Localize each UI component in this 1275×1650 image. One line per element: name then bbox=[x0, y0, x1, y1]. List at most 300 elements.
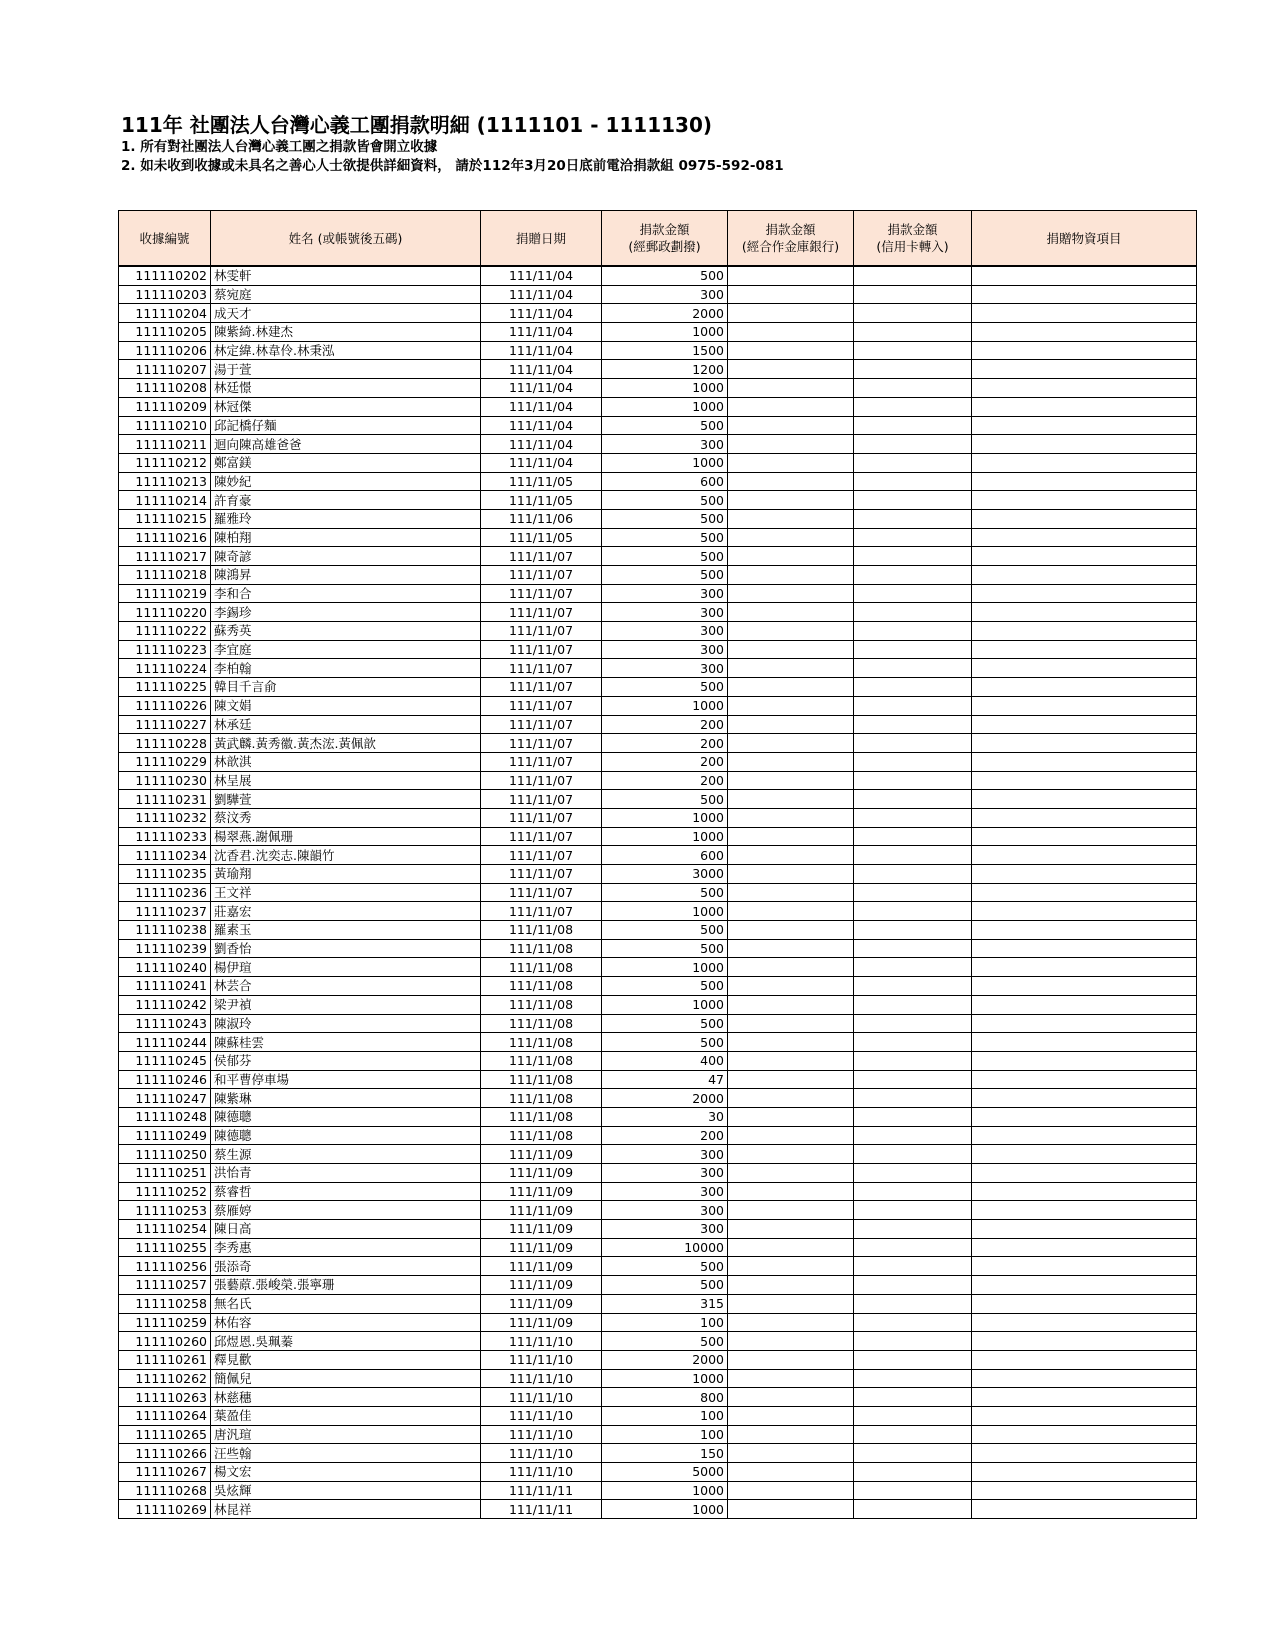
postal-amount-cell: 300 bbox=[602, 285, 728, 304]
card-amount-cell bbox=[854, 341, 972, 360]
bank-amount-cell bbox=[728, 435, 854, 454]
receipt-number-cell: 111110261 bbox=[119, 1350, 211, 1369]
receipt-number-cell: 111110209 bbox=[119, 397, 211, 416]
table-row bbox=[119, 435, 1197, 454]
donor-name-cell: 陳妙紀 bbox=[211, 472, 481, 491]
donated-goods-cell bbox=[972, 902, 1197, 921]
donated-goods-cell bbox=[972, 958, 1197, 977]
table-row bbox=[119, 734, 1197, 753]
bank-amount-cell bbox=[728, 266, 854, 285]
table-row bbox=[119, 1294, 1197, 1313]
card-amount-cell bbox=[854, 323, 972, 342]
receipt-number-cell: 111110238 bbox=[119, 921, 211, 940]
col-donated-goods: 捐贈物資項目 bbox=[972, 211, 1197, 267]
donation-date-cell: 111/11/07 bbox=[481, 696, 602, 715]
donated-goods-cell bbox=[972, 528, 1197, 547]
donated-goods-cell bbox=[972, 491, 1197, 510]
card-amount-cell bbox=[854, 1294, 972, 1313]
table-row bbox=[119, 1238, 1197, 1257]
donor-name-cell: 簡佩兒 bbox=[211, 1369, 481, 1388]
postal-amount-cell: 300 bbox=[602, 584, 728, 603]
card-amount-cell bbox=[854, 1145, 972, 1164]
bank-amount-cell bbox=[728, 939, 854, 958]
donor-name-cell: 林廷憬 bbox=[211, 379, 481, 398]
receipt-number-cell: 111110220 bbox=[119, 603, 211, 622]
postal-amount-cell: 500 bbox=[602, 939, 728, 958]
donor-name-cell: 楊伊瑄 bbox=[211, 958, 481, 977]
bank-amount-cell bbox=[728, 977, 854, 996]
card-amount-cell bbox=[854, 566, 972, 585]
donated-goods-cell bbox=[972, 1350, 1197, 1369]
receipt-number-cell: 111110244 bbox=[119, 1033, 211, 1052]
postal-amount-cell: 500 bbox=[602, 883, 728, 902]
postal-amount-cell: 1000 bbox=[602, 696, 728, 715]
table-row bbox=[119, 1406, 1197, 1425]
donated-goods-cell bbox=[972, 304, 1197, 323]
donor-name-cell: 陳鴻昇 bbox=[211, 566, 481, 585]
donor-name-cell: 許育豪 bbox=[211, 491, 481, 510]
card-amount-cell bbox=[854, 416, 972, 435]
postal-amount-cell: 2000 bbox=[602, 304, 728, 323]
donated-goods-cell bbox=[972, 416, 1197, 435]
donor-name-cell: 黃瑜翔 bbox=[211, 865, 481, 884]
table-row bbox=[119, 1051, 1197, 1070]
donated-goods-cell bbox=[972, 1425, 1197, 1444]
receipt-number-cell: 111110214 bbox=[119, 491, 211, 510]
donated-goods-cell bbox=[972, 1481, 1197, 1500]
card-amount-cell bbox=[854, 1182, 972, 1201]
donation-date-cell: 111/11/04 bbox=[481, 379, 602, 398]
document-title: 111年 社團法人台灣心義工團捐款明細 (1111101 - 1111130) bbox=[121, 113, 713, 137]
bank-amount-cell bbox=[728, 902, 854, 921]
donated-goods-cell bbox=[972, 1145, 1197, 1164]
table-row bbox=[119, 659, 1197, 678]
postal-amount-cell: 300 bbox=[602, 622, 728, 641]
receipt-number-cell: 111110227 bbox=[119, 715, 211, 734]
receipt-number-cell: 111110243 bbox=[119, 1014, 211, 1033]
donation-date-cell: 111/11/04 bbox=[481, 323, 602, 342]
donor-name-cell: 陳柏翔 bbox=[211, 528, 481, 547]
card-amount-cell bbox=[854, 584, 972, 603]
receipt-number-cell: 111110246 bbox=[119, 1070, 211, 1089]
card-amount-cell bbox=[854, 509, 972, 528]
table-row bbox=[119, 1070, 1197, 1089]
table-row bbox=[119, 266, 1197, 285]
card-amount-cell bbox=[854, 1481, 972, 1500]
table-row bbox=[119, 509, 1197, 528]
donor-name-cell: 迴向陳高雄爸爸 bbox=[211, 435, 481, 454]
postal-amount-cell: 1000 bbox=[602, 902, 728, 921]
postal-amount-cell: 300 bbox=[602, 640, 728, 659]
receipt-number-cell: 111110233 bbox=[119, 827, 211, 846]
card-amount-cell bbox=[854, 379, 972, 398]
postal-amount-cell: 500 bbox=[602, 977, 728, 996]
donated-goods-cell bbox=[972, 1164, 1197, 1183]
col-amount-bank: 捐款金額 (經合作金庫銀行) bbox=[728, 211, 854, 267]
receipt-number-cell: 111110202 bbox=[119, 266, 211, 285]
donated-goods-cell bbox=[972, 1500, 1197, 1519]
postal-amount-cell: 200 bbox=[602, 715, 728, 734]
donation-date-cell: 111/11/08 bbox=[481, 1051, 602, 1070]
bank-amount-cell bbox=[728, 1014, 854, 1033]
donation-date-cell: 111/11/04 bbox=[481, 266, 602, 285]
donated-goods-cell bbox=[972, 659, 1197, 678]
postal-amount-cell: 47 bbox=[602, 1070, 728, 1089]
donation-date-cell: 111/11/10 bbox=[481, 1369, 602, 1388]
postal-amount-cell: 400 bbox=[602, 1051, 728, 1070]
donor-name-cell: 楊文宏 bbox=[211, 1463, 481, 1482]
table-row bbox=[119, 1369, 1197, 1388]
donated-goods-cell bbox=[972, 435, 1197, 454]
donation-date-cell: 111/11/07 bbox=[481, 827, 602, 846]
postal-amount-cell: 30 bbox=[602, 1107, 728, 1126]
postal-amount-cell: 10000 bbox=[602, 1238, 728, 1257]
col-donation-date: 捐贈日期 bbox=[481, 211, 602, 267]
donated-goods-cell bbox=[972, 1051, 1197, 1070]
receipt-number-cell: 111110262 bbox=[119, 1369, 211, 1388]
donated-goods-cell bbox=[972, 285, 1197, 304]
bank-amount-cell bbox=[728, 1145, 854, 1164]
donation-date-cell: 111/11/07 bbox=[481, 547, 602, 566]
donor-name-cell: 蔡雁婷 bbox=[211, 1201, 481, 1220]
receipt-number-cell: 111110263 bbox=[119, 1388, 211, 1407]
donation-date-cell: 111/11/04 bbox=[481, 304, 602, 323]
receipt-number-cell: 111110216 bbox=[119, 528, 211, 547]
bank-amount-cell bbox=[728, 285, 854, 304]
donated-goods-cell bbox=[972, 977, 1197, 996]
donated-goods-cell bbox=[972, 771, 1197, 790]
receipt-number-cell: 111110206 bbox=[119, 341, 211, 360]
donation-date-cell: 111/11/10 bbox=[481, 1332, 602, 1351]
donor-name-cell: 陳德聰 bbox=[211, 1107, 481, 1126]
donated-goods-cell bbox=[972, 584, 1197, 603]
bank-amount-cell bbox=[728, 790, 854, 809]
donor-name-cell: 張藝蒝.張峻榮.張寧珊 bbox=[211, 1276, 481, 1295]
postal-amount-cell: 500 bbox=[602, 1332, 728, 1351]
bank-amount-cell bbox=[728, 883, 854, 902]
postal-amount-cell: 500 bbox=[602, 491, 728, 510]
bank-amount-cell bbox=[728, 1107, 854, 1126]
donor-name-cell: 陳蘇桂雲 bbox=[211, 1033, 481, 1052]
donation-date-cell: 111/11/07 bbox=[481, 622, 602, 641]
postal-amount-cell: 500 bbox=[602, 509, 728, 528]
donation-date-cell: 111/11/09 bbox=[481, 1220, 602, 1239]
postal-amount-cell: 500 bbox=[602, 921, 728, 940]
table-row bbox=[119, 1276, 1197, 1295]
card-amount-cell bbox=[854, 360, 972, 379]
table-row bbox=[119, 678, 1197, 697]
donor-name-cell: 林芸合 bbox=[211, 977, 481, 996]
donor-name-cell: 陳淑玲 bbox=[211, 1014, 481, 1033]
card-amount-cell bbox=[854, 1444, 972, 1463]
postal-amount-cell: 200 bbox=[602, 771, 728, 790]
table-row bbox=[119, 939, 1197, 958]
card-amount-cell bbox=[854, 547, 972, 566]
receipt-number-cell: 111110256 bbox=[119, 1257, 211, 1276]
donor-name-cell: 林慈穗 bbox=[211, 1388, 481, 1407]
bank-amount-cell bbox=[728, 771, 854, 790]
postal-amount-cell: 500 bbox=[602, 678, 728, 697]
donation-date-cell: 111/11/08 bbox=[481, 1070, 602, 1089]
receipt-number-cell: 111110267 bbox=[119, 1463, 211, 1482]
receipt-number-cell: 111110236 bbox=[119, 883, 211, 902]
donation-date-cell: 111/11/05 bbox=[481, 528, 602, 547]
bank-amount-cell bbox=[728, 1294, 854, 1313]
donated-goods-cell bbox=[972, 1276, 1197, 1295]
donated-goods-cell bbox=[972, 1406, 1197, 1425]
donation-date-cell: 111/11/04 bbox=[481, 360, 602, 379]
donation-date-cell: 111/11/04 bbox=[481, 435, 602, 454]
bank-amount-cell bbox=[728, 584, 854, 603]
donor-name-cell: 和平曹停車場 bbox=[211, 1070, 481, 1089]
donated-goods-cell bbox=[972, 360, 1197, 379]
bank-amount-cell bbox=[728, 734, 854, 753]
donated-goods-cell bbox=[972, 790, 1197, 809]
card-amount-cell bbox=[854, 883, 972, 902]
card-amount-cell bbox=[854, 1164, 972, 1183]
donated-goods-cell bbox=[972, 453, 1197, 472]
donor-name-cell: 無名氏 bbox=[211, 1294, 481, 1313]
donor-name-cell: 湯于萱 bbox=[211, 360, 481, 379]
postal-amount-cell: 315 bbox=[602, 1294, 728, 1313]
card-amount-cell bbox=[854, 1051, 972, 1070]
card-amount-cell bbox=[854, 678, 972, 697]
card-amount-cell bbox=[854, 1257, 972, 1276]
table-row bbox=[119, 808, 1197, 827]
donated-goods-cell bbox=[972, 734, 1197, 753]
donor-name-cell: 劉驊萱 bbox=[211, 790, 481, 809]
receipt-number-cell: 111110252 bbox=[119, 1182, 211, 1201]
receipt-number-cell: 111110218 bbox=[119, 566, 211, 585]
table-row bbox=[119, 379, 1197, 398]
card-amount-cell bbox=[854, 958, 972, 977]
receipt-number-cell: 111110259 bbox=[119, 1313, 211, 1332]
donated-goods-cell bbox=[972, 696, 1197, 715]
donor-name-cell: 邱煜恩.吳珮蓁 bbox=[211, 1332, 481, 1351]
card-amount-cell bbox=[854, 622, 972, 641]
bank-amount-cell bbox=[728, 323, 854, 342]
receipt-number-cell: 111110257 bbox=[119, 1276, 211, 1295]
postal-amount-cell: 300 bbox=[602, 1182, 728, 1201]
postal-amount-cell: 500 bbox=[602, 547, 728, 566]
note-receipt-issued: 1. 所有對社團法人台灣心義工團之捐款皆會開立收據 bbox=[121, 139, 438, 155]
table-row bbox=[119, 752, 1197, 771]
postal-amount-cell: 5000 bbox=[602, 1463, 728, 1482]
bank-amount-cell bbox=[728, 1126, 854, 1145]
donated-goods-cell bbox=[972, 678, 1197, 697]
bank-amount-cell bbox=[728, 1182, 854, 1201]
table-row bbox=[119, 1332, 1197, 1351]
receipt-number-cell: 111110229 bbox=[119, 752, 211, 771]
bank-amount-cell bbox=[728, 1332, 854, 1351]
table-row bbox=[119, 1089, 1197, 1108]
donated-goods-cell bbox=[972, 1332, 1197, 1351]
donation-date-cell: 111/11/07 bbox=[481, 846, 602, 865]
donation-date-cell: 111/11/08 bbox=[481, 1014, 602, 1033]
bank-amount-cell bbox=[728, 1406, 854, 1425]
donated-goods-cell bbox=[972, 1220, 1197, 1239]
col-receipt-number: 收據編號 bbox=[119, 211, 211, 267]
card-amount-cell bbox=[854, 808, 972, 827]
donor-name-cell: 蔡宛庭 bbox=[211, 285, 481, 304]
donor-name-cell: 楊翠燕.謝佩珊 bbox=[211, 827, 481, 846]
receipt-number-cell: 111110240 bbox=[119, 958, 211, 977]
postal-amount-cell: 1000 bbox=[602, 397, 728, 416]
table-row bbox=[119, 1201, 1197, 1220]
donor-name-cell: 陳紫綺.林建杰 bbox=[211, 323, 481, 342]
table-row bbox=[119, 1145, 1197, 1164]
receipt-number-cell: 111110211 bbox=[119, 435, 211, 454]
donated-goods-cell bbox=[972, 1257, 1197, 1276]
donation-date-cell: 111/11/07 bbox=[481, 865, 602, 884]
receipt-number-cell: 111110215 bbox=[119, 509, 211, 528]
donated-goods-cell bbox=[972, 1107, 1197, 1126]
postal-amount-cell: 500 bbox=[602, 528, 728, 547]
document-header bbox=[121, 112, 784, 176]
bank-amount-cell bbox=[728, 640, 854, 659]
bank-amount-cell bbox=[728, 603, 854, 622]
table-row bbox=[119, 883, 1197, 902]
donor-name-cell: 侯郁芬 bbox=[211, 1051, 481, 1070]
donor-name-cell: 汪些翰 bbox=[211, 1444, 481, 1463]
donated-goods-cell bbox=[972, 1388, 1197, 1407]
card-amount-cell bbox=[854, 921, 972, 940]
receipt-number-cell: 111110234 bbox=[119, 846, 211, 865]
donor-name-cell: 林冠傑 bbox=[211, 397, 481, 416]
bank-amount-cell bbox=[728, 1220, 854, 1239]
receipt-number-cell: 111110254 bbox=[119, 1220, 211, 1239]
donated-goods-cell bbox=[972, 1089, 1197, 1108]
card-amount-cell bbox=[854, 1238, 972, 1257]
table-row bbox=[119, 977, 1197, 996]
donated-goods-cell bbox=[972, 472, 1197, 491]
receipt-number-cell: 111110232 bbox=[119, 808, 211, 827]
donated-goods-cell bbox=[972, 509, 1197, 528]
postal-amount-cell: 100 bbox=[602, 1425, 728, 1444]
postal-amount-cell: 1000 bbox=[602, 323, 728, 342]
bank-amount-cell bbox=[728, 1388, 854, 1407]
donor-name-cell: 鄭富鎂 bbox=[211, 453, 481, 472]
bank-amount-cell bbox=[728, 1500, 854, 1519]
donated-goods-cell bbox=[972, 827, 1197, 846]
receipt-number-cell: 111110205 bbox=[119, 323, 211, 342]
donation-date-cell: 111/11/04 bbox=[481, 416, 602, 435]
receipt-number-cell: 111110260 bbox=[119, 1332, 211, 1351]
receipt-number-cell: 111110212 bbox=[119, 453, 211, 472]
donated-goods-cell bbox=[972, 566, 1197, 585]
card-amount-cell bbox=[854, 1313, 972, 1332]
card-amount-cell bbox=[854, 846, 972, 865]
postal-amount-cell: 300 bbox=[602, 1145, 728, 1164]
receipt-number-cell: 111110255 bbox=[119, 1238, 211, 1257]
donor-name-cell: 陳紫琳 bbox=[211, 1089, 481, 1108]
card-amount-cell bbox=[854, 977, 972, 996]
donor-name-cell: 林歆淇 bbox=[211, 752, 481, 771]
donor-name-cell: 沈香君.沈奕志.陳韻竹 bbox=[211, 846, 481, 865]
donor-name-cell: 陳德聰 bbox=[211, 1126, 481, 1145]
donated-goods-cell bbox=[972, 266, 1197, 285]
card-amount-cell bbox=[854, 1126, 972, 1145]
card-amount-cell bbox=[854, 1369, 972, 1388]
receipt-number-cell: 111110208 bbox=[119, 379, 211, 398]
donation-date-cell: 111/11/07 bbox=[481, 771, 602, 790]
table-row bbox=[119, 1220, 1197, 1239]
card-amount-cell bbox=[854, 1220, 972, 1239]
donation-date-cell: 111/11/09 bbox=[481, 1164, 602, 1183]
donor-name-cell: 蔡汶秀 bbox=[211, 808, 481, 827]
receipt-number-cell: 111110251 bbox=[119, 1164, 211, 1183]
donated-goods-cell bbox=[972, 1444, 1197, 1463]
table-row bbox=[119, 958, 1197, 977]
table-row bbox=[119, 902, 1197, 921]
postal-amount-cell: 300 bbox=[602, 1164, 728, 1183]
postal-amount-cell: 300 bbox=[602, 659, 728, 678]
bank-amount-cell bbox=[728, 1463, 854, 1482]
bank-amount-cell bbox=[728, 453, 854, 472]
donor-name-cell: 唐汎瑄 bbox=[211, 1425, 481, 1444]
donated-goods-cell bbox=[972, 1369, 1197, 1388]
receipt-number-cell: 111110207 bbox=[119, 360, 211, 379]
bank-amount-cell bbox=[728, 1369, 854, 1388]
donor-name-cell: 韓目千言俞 bbox=[211, 678, 481, 697]
postal-amount-cell: 1000 bbox=[602, 1500, 728, 1519]
bank-amount-cell bbox=[728, 1201, 854, 1220]
donation-date-cell: 111/11/07 bbox=[481, 678, 602, 697]
donated-goods-cell bbox=[972, 1294, 1197, 1313]
table-row bbox=[119, 640, 1197, 659]
donation-date-cell: 111/11/10 bbox=[481, 1388, 602, 1407]
table-row bbox=[119, 1350, 1197, 1369]
bank-amount-cell bbox=[728, 678, 854, 697]
donated-goods-cell bbox=[972, 715, 1197, 734]
bank-amount-cell bbox=[728, 696, 854, 715]
card-amount-cell bbox=[854, 435, 972, 454]
bank-amount-cell bbox=[728, 715, 854, 734]
table-row bbox=[119, 397, 1197, 416]
donated-goods-cell bbox=[972, 995, 1197, 1014]
receipt-number-cell: 111110226 bbox=[119, 696, 211, 715]
card-amount-cell bbox=[854, 865, 972, 884]
bank-amount-cell bbox=[728, 1350, 854, 1369]
table-row bbox=[119, 304, 1197, 323]
donor-name-cell: 成天才 bbox=[211, 304, 481, 323]
table-row bbox=[119, 323, 1197, 342]
receipt-number-cell: 111110266 bbox=[119, 1444, 211, 1463]
bank-amount-cell bbox=[728, 827, 854, 846]
donation-date-cell: 111/11/07 bbox=[481, 883, 602, 902]
donor-name-cell: 陳日高 bbox=[211, 1220, 481, 1239]
donor-name-cell: 林定緯.林韋伶.林秉泓 bbox=[211, 341, 481, 360]
card-amount-cell bbox=[854, 266, 972, 285]
card-amount-cell bbox=[854, 1332, 972, 1351]
donation-date-cell: 111/11/09 bbox=[481, 1313, 602, 1332]
postal-amount-cell: 500 bbox=[602, 1257, 728, 1276]
donation-date-cell: 111/11/08 bbox=[481, 1033, 602, 1052]
bank-amount-cell bbox=[728, 491, 854, 510]
bank-amount-cell bbox=[728, 566, 854, 585]
donation-date-cell: 111/11/08 bbox=[481, 1089, 602, 1108]
receipt-number-cell: 111110203 bbox=[119, 285, 211, 304]
donor-name-cell: 陳文娟 bbox=[211, 696, 481, 715]
donation-date-cell: 111/11/07 bbox=[481, 659, 602, 678]
donor-name-cell: 林昆祥 bbox=[211, 1500, 481, 1519]
card-amount-cell bbox=[854, 640, 972, 659]
receipt-number-cell: 111110228 bbox=[119, 734, 211, 753]
bank-amount-cell bbox=[728, 1444, 854, 1463]
donation-date-cell: 111/11/07 bbox=[481, 752, 602, 771]
receipt-number-cell: 111110223 bbox=[119, 640, 211, 659]
donor-name-cell: 吳炫輝 bbox=[211, 1481, 481, 1500]
